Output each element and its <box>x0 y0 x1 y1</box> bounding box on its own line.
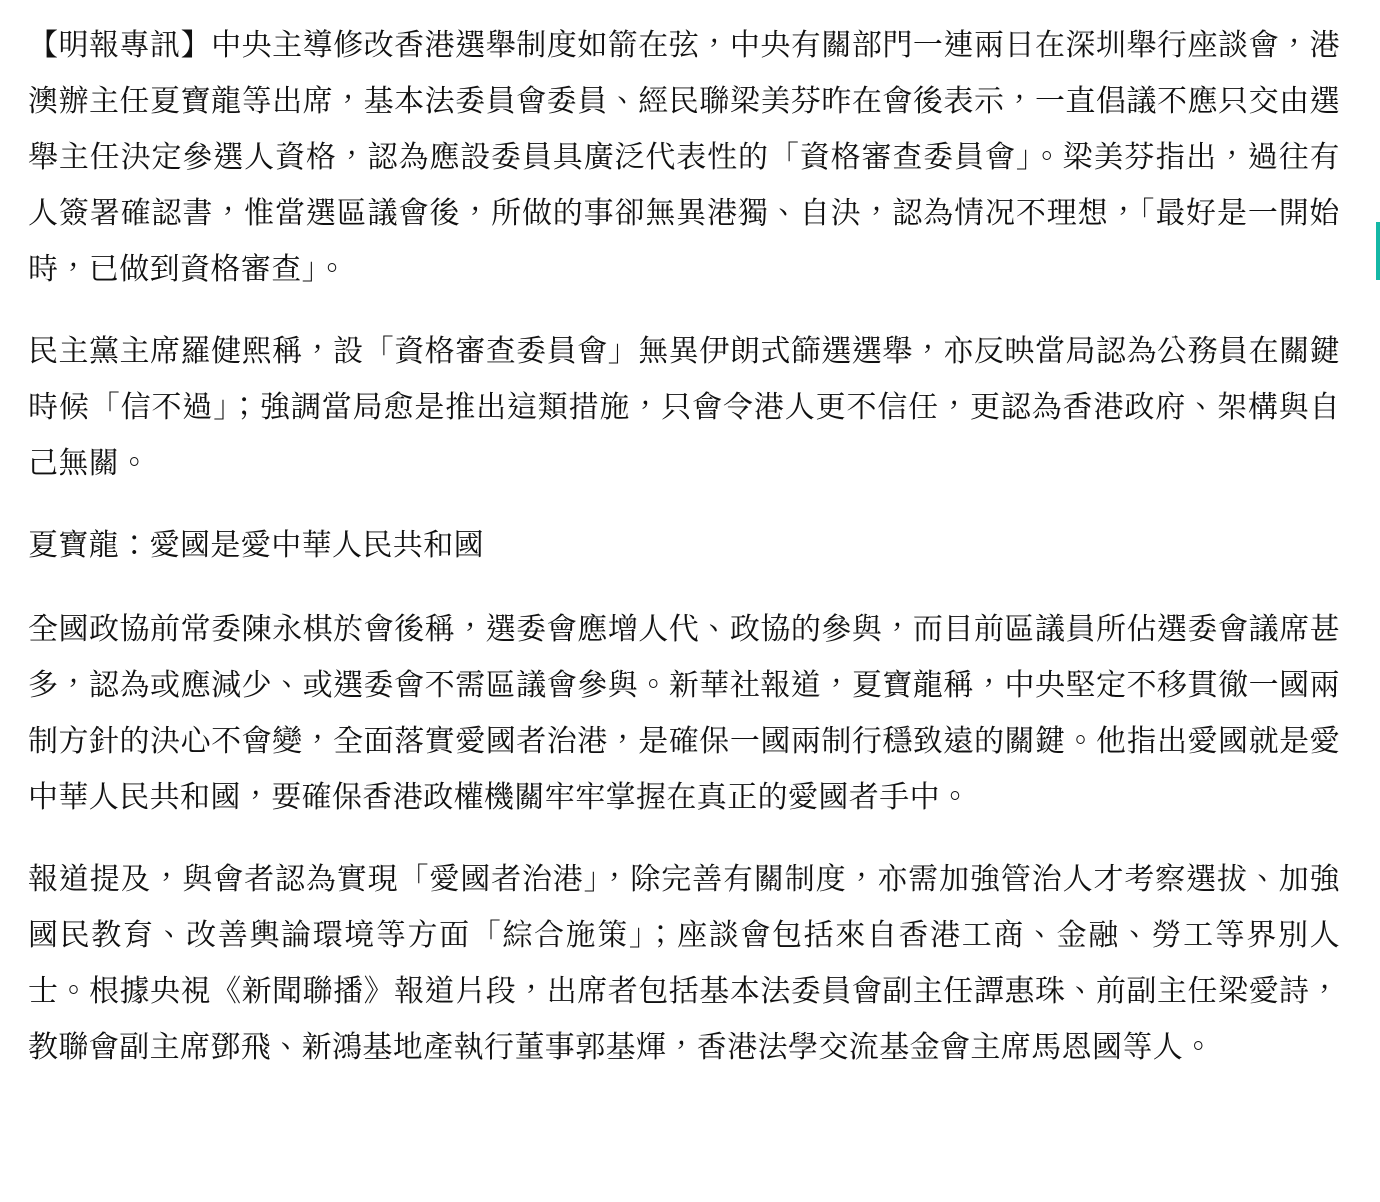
article-paragraph: 全國政協前常委陳永棋於會後稱，選委會應增人代、政協的參與，而目前區議員所佔選委會議席甚多，認為或應減少、或選委會不需區議會參與。新華社報道，夏寶龍稱，中央堅定不移貫徹一國兩制方針的決心不會變，全面落實愛國者治港，是確保一國兩制行穩致遠的關鍵。他指出愛國就是愛中華人民共和國，要確保香港政權機關牢牢掌握在真正的愛國者手中。 <box>28 613 1340 814</box>
article-paragraph: 民主黨主席羅健熙稱，設「資格審查委員會」無異伊朗式篩選選舉，亦反映當局認為公務員在關鍵時候「信不過」；強調當局愈是推出這類措施，只會令港人更不信任，更認為香港政府、架構與自己無關。 <box>28 335 1340 480</box>
article-paragraph: 【明報專訊】中央主導修改香港選舉制度如箭在弦，中央有關部門一連兩日在深圳舉行座談會，港澳辦主任夏寶龍等出席，基本法委員會委員、經民聯梁美芬昨在會後表示，一直倡議不應只交由選舉主任決定參選人資格，認為應設委員具廣泛代表性的「資格審查委員會」。梁美芬指出，過往有人簽署確認書，惟當選區議會後，所做的事卻無異港獨、自決，認為情况不理想，「最好是一開始時，已做到資格審查」。 <box>28 29 1340 286</box>
scroll-position-marker <box>1376 222 1380 280</box>
article-paragraph: 報道提及，與會者認為實現「愛國者治港」，除完善有關制度，亦需加強管治人才考察選拔、加強國民教育、改善輿論環境等方面「綜合施策」；座談會包括來自香港工商、金融、勞工等界別人士。根據央視《新聞聯播》報道片段，出席者包括基本法委員會副主任譚惠珠、前副主任梁愛詩，教聯會副主席鄧飛、新鴻基地產執行董事郭基煇，香港法學交流基金會主席馬恩國等人。 <box>28 863 1340 1064</box>
article-subheading: 夏寶龍：愛國是愛中華人民共和國 <box>28 529 484 562</box>
